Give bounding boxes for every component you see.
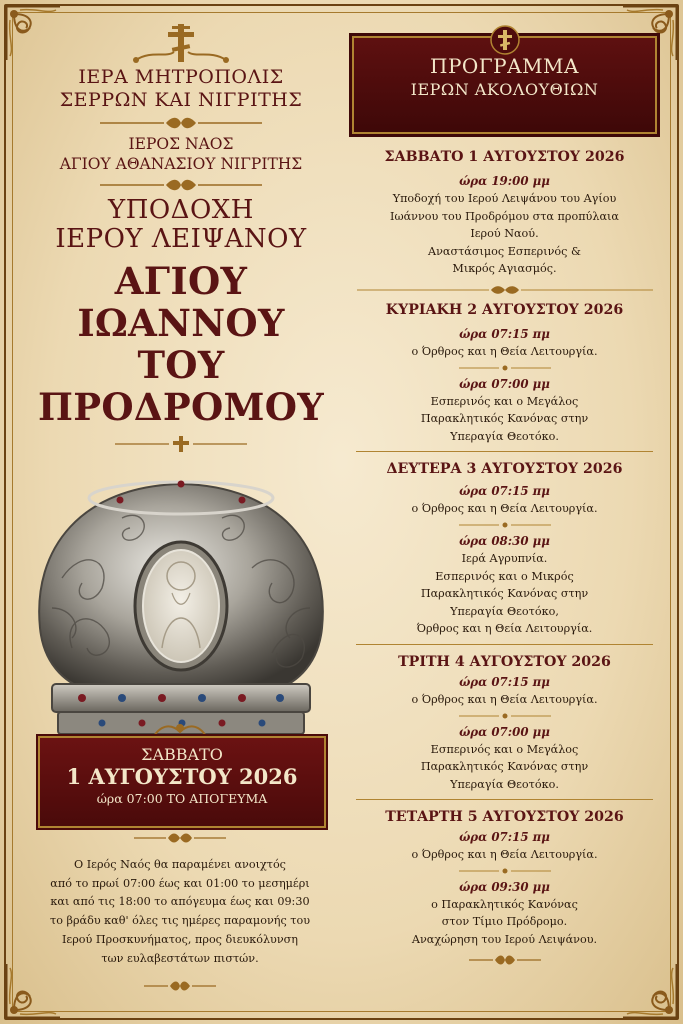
day-section bbox=[352, 458, 657, 638]
notice-line: των ευλαβεστάτων πιστών. bbox=[101, 951, 259, 965]
program-header bbox=[352, 36, 657, 134]
notice-line: Ιερού Προσκυνήματος, προς διευκόλυνση bbox=[62, 932, 298, 946]
notice-line: Ο Ιερός Ναός θα παραμένει ανοιχτός bbox=[74, 858, 286, 871]
event-line: Μικρός Αγιασμός. bbox=[452, 262, 557, 276]
day-section bbox=[352, 299, 657, 445]
title-small-line-2: ΙΕΡΟΥ ΛΕΙΨΑΝΟΥ bbox=[55, 224, 307, 254]
event-description bbox=[352, 500, 657, 518]
title-large-line-2: ΤΟΥ ΠΡΟΔΡΟΜΟΥ bbox=[37, 343, 325, 429]
event-line: Υποδοχή του Ιερού Λειψάνου του Αγίου bbox=[392, 192, 617, 205]
dot-divider-icon bbox=[455, 867, 555, 875]
title-large bbox=[22, 260, 340, 428]
section-separator bbox=[356, 799, 653, 800]
day-title: ΚΥΡΙΑΚΗ 2 ΑΥΓΟΥΣΤΟΥ 2026 bbox=[385, 301, 624, 318]
event-line: ο Όρθρος και η Θεία Λειτουργία. bbox=[411, 692, 598, 706]
section-separator bbox=[356, 644, 653, 645]
day-section bbox=[352, 146, 657, 278]
title-small bbox=[22, 196, 340, 254]
metropolis-line-2: ΣΕΡΡΩΝ ΚΑΙ ΝΙΓΡΙΤΗΣ bbox=[59, 89, 303, 111]
right-column bbox=[352, 20, 657, 970]
event-line: Υπεραγία Θεοτόκο. bbox=[450, 429, 559, 443]
event-line: Όρθρος και η Θεία Λειτουργία. bbox=[416, 622, 593, 636]
title-small-line-1: ΥΠΟΔΟΧΗ bbox=[108, 195, 254, 225]
church-line-1: ΙΕΡΟΣ ΝΑΟΣ bbox=[128, 135, 234, 153]
filigree-divider-icon bbox=[96, 178, 266, 192]
dot-divider-icon bbox=[455, 521, 555, 529]
event-line: Παρακλητικός Κανόνας στην bbox=[420, 587, 589, 601]
filigree-divider-icon bbox=[355, 284, 655, 296]
event-line: Ιερά Αγρυπνία. bbox=[461, 551, 548, 565]
event-line: ο Όρθρος και η Θεία Λειτουργία. bbox=[411, 848, 598, 862]
event-time: ώρα 07:15 πμ bbox=[459, 830, 550, 845]
filigree-divider-icon bbox=[96, 116, 266, 130]
date-box-day: ΣΑΒΒΑΤΟ bbox=[141, 745, 223, 764]
filigree-divider-icon bbox=[130, 830, 230, 846]
event-description bbox=[352, 896, 657, 949]
event-line: ο Όρθρος και η Θεία Λειτουργία. bbox=[411, 344, 598, 358]
event-line: Ιερού Ναού. bbox=[470, 227, 539, 241]
event-description bbox=[352, 741, 657, 794]
orthodox-cross-icon bbox=[490, 25, 520, 55]
church-name bbox=[22, 134, 340, 174]
left-column bbox=[22, 20, 340, 758]
event-time: ώρα 07:15 πμ bbox=[459, 484, 550, 499]
metropolis-name bbox=[22, 66, 340, 112]
event-description bbox=[352, 691, 657, 709]
church-line-2: ΑΓΙΟΥ ΑΘΑΝΑΣΙΟΥ ΝΙΓΡΙΤΗΣ bbox=[59, 155, 303, 173]
event-description bbox=[352, 190, 657, 278]
event-line: Αναχώρηση του Ιερού Λειψάνου. bbox=[411, 933, 598, 947]
event-description bbox=[352, 846, 657, 864]
cross-divider-icon bbox=[111, 434, 251, 454]
event-line: Υπεραγία Θεοτόκο, bbox=[450, 604, 559, 618]
day-title: ΤΡΙΤΗ 4 ΑΥΓΟΥΣΤΟΥ 2026 bbox=[398, 653, 611, 670]
event-line: Παρακλητικός Κανόνας στην bbox=[420, 760, 589, 774]
program-title-line-2: ΙΕΡΩΝ ΑΚΟΛΟΥΘΙΩΝ bbox=[410, 80, 599, 99]
day-section bbox=[352, 651, 657, 793]
title-large-line-1: ΑΓΙΟΥ ΙΩΑΝΝΟΥ bbox=[77, 259, 285, 345]
event-line: στον Τίμιο Πρόδρομο. bbox=[441, 915, 568, 929]
notice-text bbox=[40, 856, 320, 968]
event-line: Εσπερινός και ο Μικρός bbox=[435, 569, 574, 583]
notice-line: το βράδυ καθ' όλες τις ημέρες παραμονής του bbox=[50, 914, 310, 928]
notice-line: και από τις 18:00 το απόγευμα έως και 09:30 bbox=[50, 895, 310, 909]
event-line: Αναστάσιμος Εσπερινός & bbox=[428, 244, 581, 258]
program-title-line-1: ΠΡΟΓΡΑΜΜΑ bbox=[430, 54, 579, 78]
metropolis-line-1: ΙΕΡΑ ΜΗΤΡΟΠΟΛΙΣ bbox=[78, 66, 284, 88]
event-time: ώρα 08:30 μμ bbox=[459, 533, 550, 548]
event-line: Εσπερινός και ο Μεγάλος bbox=[430, 742, 579, 756]
day-title: ΣΑΒΒΑΤΟ 1 ΑΥΓΟΥΣΤΟΥ 2026 bbox=[384, 149, 625, 165]
event-line: Ιωάννου του Προδρόμου στα προπύλαια bbox=[390, 209, 619, 223]
reliquary-image bbox=[22, 458, 340, 758]
date-box-time: ώρα 07:00 ΤΟ ΑΠΟΓΕΥΜΑ bbox=[96, 791, 268, 806]
filigree-divider-icon bbox=[140, 978, 220, 994]
event-time: ώρα 07:00 μμ bbox=[459, 376, 550, 391]
event-line: Υπεραγία Θεοτόκο. bbox=[450, 777, 559, 791]
event-description bbox=[352, 550, 657, 638]
date-box bbox=[38, 736, 326, 828]
event-time: ώρα 09:30 μμ bbox=[459, 879, 550, 894]
day-section bbox=[352, 806, 657, 948]
section-separator bbox=[356, 451, 653, 452]
event-line: Εσπερινός και ο Μεγάλος bbox=[430, 394, 579, 408]
event-line: ο Παρακλητικός Κανόνας bbox=[431, 897, 578, 911]
dot-divider-icon bbox=[455, 712, 555, 720]
orthodox-cross-icon bbox=[126, 20, 236, 66]
day-title: ΤΕΤΑΡΤΗ 5 ΑΥΓΟΥΣΤΟΥ 2026 bbox=[385, 809, 624, 826]
event-time: ώρα 07:00 μμ bbox=[459, 724, 550, 739]
dot-divider-icon bbox=[455, 364, 555, 372]
day-title: ΔΕΥΤΕΡΑ 3 ΑΥΓΟΥΣΤΟΥ 2026 bbox=[386, 461, 623, 478]
filigree-divider-icon bbox=[465, 953, 545, 967]
event-description bbox=[352, 393, 657, 446]
event-description bbox=[352, 343, 657, 361]
event-time: ώρα 07:15 πμ bbox=[459, 326, 550, 341]
notice-line: από το πρωί 07:00 έως και 01:00 το μεσημέρι bbox=[50, 876, 310, 890]
event-time: ώρα 19:00 μμ bbox=[459, 174, 550, 188]
date-box-date: 1 ΑΥΓΟΥΣΤΟΥ 2026 bbox=[66, 764, 298, 789]
event-time: ώρα 07:15 πμ bbox=[459, 674, 550, 689]
event-line: ο Όρθρος και η Θεία Λειτουργία. bbox=[411, 502, 598, 516]
event-line: Παρακλητικός Κανόνας στην bbox=[420, 412, 589, 426]
